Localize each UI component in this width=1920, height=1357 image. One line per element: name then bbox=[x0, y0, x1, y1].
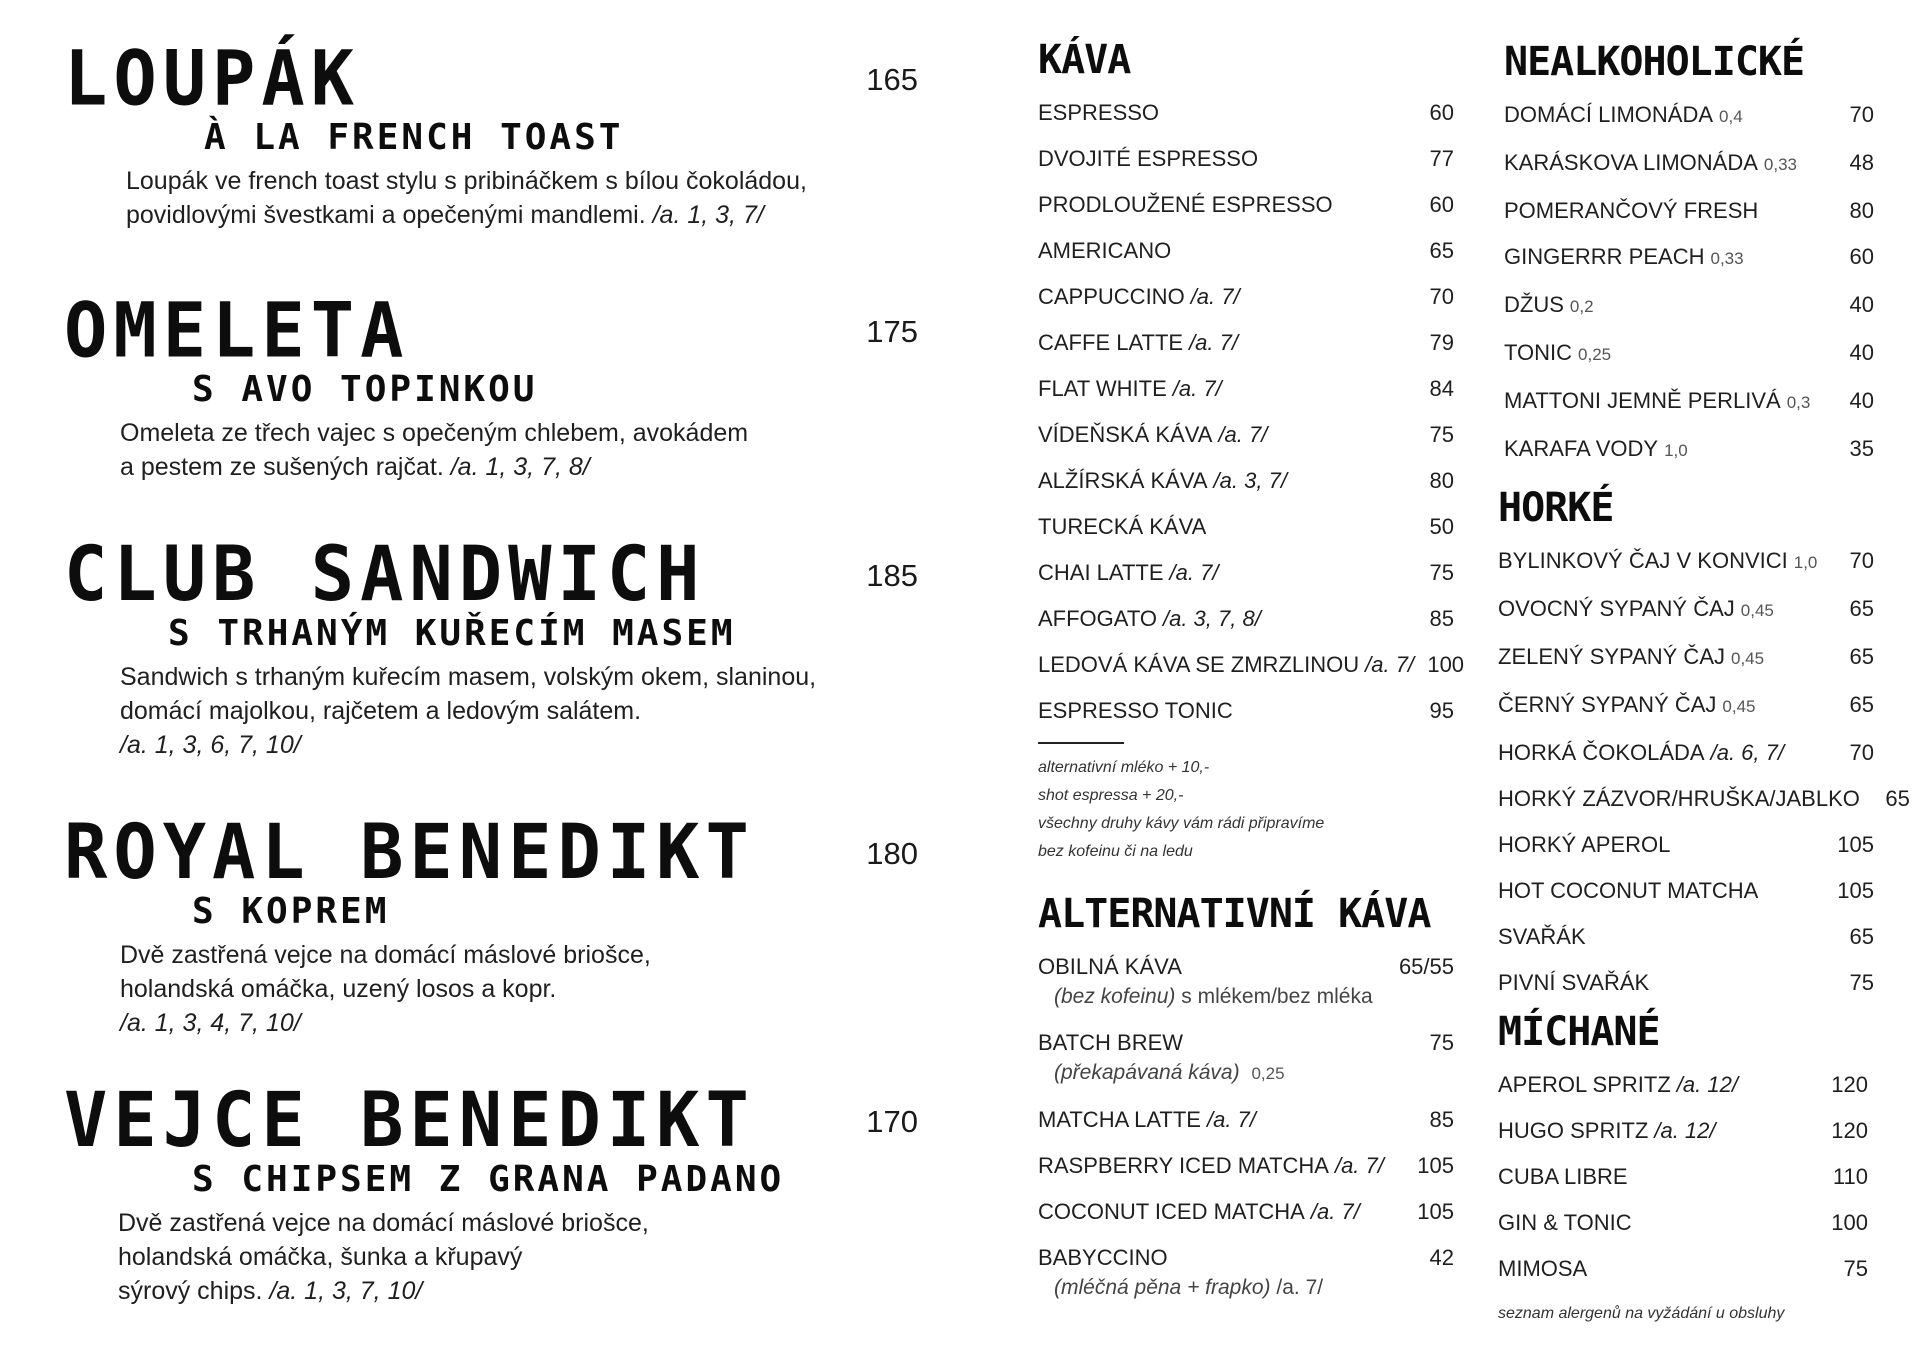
item-name: BATCH BREW bbox=[1038, 1030, 1184, 1055]
dish-description bbox=[64, 164, 894, 232]
menu-row bbox=[1038, 688, 1454, 734]
dish-description bbox=[64, 1206, 894, 1308]
item-name: ESPRESSO bbox=[1038, 100, 1160, 125]
item-name: ESPRESSO TONIC bbox=[1038, 698, 1233, 723]
item-price: 48 bbox=[1849, 150, 1874, 175]
item-allergen: /a. 3, 7/ bbox=[1213, 468, 1287, 493]
item-price: 77 bbox=[1429, 146, 1454, 171]
allergen-footnote: seznam alergenů na vyžádání u obsluhy bbox=[1498, 1305, 1785, 1322]
note-italic: (překapávaná káva) bbox=[1054, 1061, 1240, 1084]
item-price: 42 bbox=[1429, 1245, 1454, 1270]
note-italic: (bez kofeinu) bbox=[1054, 985, 1176, 1008]
item-allergen: /a. 7/ bbox=[1334, 1153, 1384, 1178]
allergen-info: /a. 1, 3, 7, 8/ bbox=[450, 453, 590, 481]
menu-row bbox=[1504, 426, 1874, 474]
dish-price: 185 bbox=[866, 558, 918, 593]
item-name: PIVNÍ SVAŘÁK bbox=[1498, 970, 1650, 995]
item-name: HUGO SPRITZ bbox=[1498, 1118, 1649, 1143]
item-name: PRODLOUŽENÉ ESPRESSO bbox=[1038, 192, 1333, 217]
desc-line: Loupák ve french toast stylu s pribináčkem s bílou čokoládou, bbox=[126, 167, 807, 195]
dish-price: 175 bbox=[866, 314, 918, 349]
dish-club-sandwich bbox=[64, 529, 918, 762]
item-name: POMERANČOVÝ FRESH bbox=[1504, 198, 1759, 223]
allergen-info: /a. 1, 3, 4, 7, 10/ bbox=[120, 1009, 301, 1037]
dish-description bbox=[64, 938, 894, 1040]
dish-title: VEJCE BENEDIKT bbox=[64, 1075, 755, 1165]
item-allergen: /a. 12/ bbox=[1654, 1118, 1716, 1143]
item-price: 60 bbox=[1849, 244, 1874, 269]
menu-row bbox=[1498, 1246, 1868, 1292]
menu-row bbox=[1498, 1108, 1868, 1154]
item-name: MIMOSA bbox=[1498, 1256, 1588, 1281]
item-price: 70 bbox=[1429, 284, 1454, 309]
menu-row bbox=[1504, 140, 1874, 188]
item-name: KARÁSKOVA LIMONÁDA bbox=[1504, 150, 1758, 175]
item-name: BABYCCINO bbox=[1038, 1245, 1168, 1270]
item-note bbox=[1038, 982, 1454, 1012]
item-name: HOT COCONUT MATCHA bbox=[1498, 878, 1759, 903]
item-volume: 0,2 bbox=[1569, 297, 1594, 316]
dish-royal-benedikt bbox=[64, 807, 918, 1040]
dish-title: CLUB SANDWICH bbox=[64, 529, 706, 619]
item-price: 65 bbox=[1849, 644, 1874, 669]
menu-row bbox=[1498, 586, 1874, 634]
note-line: bez kofeinu či na ledu bbox=[1038, 843, 1193, 860]
item-volume: 0,33 bbox=[1763, 155, 1797, 174]
menu-row bbox=[1038, 1189, 1454, 1235]
menu-row bbox=[1038, 274, 1454, 320]
menu-row bbox=[1504, 188, 1874, 234]
item-price: 105 bbox=[1837, 832, 1874, 857]
menu-row bbox=[1498, 634, 1874, 682]
item-volume: 0,3 bbox=[1786, 393, 1811, 412]
item-note bbox=[1038, 1273, 1454, 1303]
item-price: 79 bbox=[1429, 330, 1454, 355]
dish-subtitle: S TRHANÝM KUŘECÍM MASEM bbox=[168, 613, 736, 654]
item-name: LEDOVÁ KÁVA SE ZMRZLINOU bbox=[1038, 652, 1360, 677]
item-price: 75 bbox=[1849, 970, 1874, 995]
item-price: 65 bbox=[1849, 692, 1874, 717]
dish-title: ROYAL BENEDIKT bbox=[64, 807, 755, 897]
note-line: shot espressa + 20,- bbox=[1038, 787, 1184, 804]
dish-price: 165 bbox=[866, 62, 918, 97]
note-line: alternativní mléko + 10,- bbox=[1038, 759, 1210, 776]
item-price: 65 bbox=[1885, 786, 1910, 811]
item-volume: 0,25 bbox=[1251, 1064, 1285, 1083]
item-price: 84 bbox=[1429, 376, 1454, 401]
item-price: 85 bbox=[1429, 1107, 1454, 1132]
desc-line: Sandwich s trhaným kuřecím masem, volským okem, slaninou, bbox=[120, 663, 817, 691]
item-allergen: /a. 7/ bbox=[1206, 1107, 1256, 1132]
dish-price: 180 bbox=[866, 836, 918, 871]
item-price: 75 bbox=[1429, 1030, 1454, 1055]
dish-subtitle: S AVO TOPINKOU bbox=[192, 369, 538, 410]
dish-title: OMELETA bbox=[64, 285, 410, 375]
item-price: 65 bbox=[1429, 238, 1454, 263]
dish-price: 170 bbox=[866, 1104, 918, 1139]
item-name: KARAFA VODY bbox=[1504, 436, 1659, 461]
menu-row bbox=[1498, 730, 1874, 776]
item-price: 40 bbox=[1849, 388, 1874, 413]
item-allergen: /a. 3, 7, 8/ bbox=[1162, 606, 1261, 631]
note-text: /a. 7/ bbox=[1270, 1276, 1324, 1299]
alt-kava-section bbox=[1038, 890, 1454, 1311]
item-allergen: /a. 7/ bbox=[1172, 376, 1222, 401]
item-allergen: /a. 7/ bbox=[1169, 560, 1219, 585]
item-name: HORKÝ ZÁZVOR/HRUŠKA/JABLKO bbox=[1498, 786, 1860, 811]
item-volume: 0,4 bbox=[1719, 107, 1743, 126]
menu-row bbox=[1038, 596, 1454, 642]
menu-row bbox=[1038, 458, 1454, 504]
item-price: 80 bbox=[1849, 198, 1874, 223]
menu-row bbox=[1038, 642, 1465, 688]
divider bbox=[1038, 742, 1124, 744]
menu-row bbox=[1038, 1143, 1454, 1189]
item-volume: 0,45 bbox=[1740, 601, 1774, 620]
item-volume: 1,0 bbox=[1664, 441, 1688, 460]
michane-section bbox=[1498, 1008, 1868, 1328]
item-price: 75 bbox=[1429, 560, 1454, 585]
item-volume: 0,33 bbox=[1710, 249, 1744, 268]
dish-title: LOUPÁK bbox=[64, 33, 361, 123]
item-price: 95 bbox=[1429, 698, 1454, 723]
item-name: TURECKÁ KÁVA bbox=[1038, 514, 1207, 539]
dish-subtitle: S CHIPSEM Z GRANA PADANO bbox=[192, 1159, 785, 1200]
section-title-michane: MÍCHANÉ bbox=[1498, 1009, 1660, 1055]
dish-subtitle: À LA FRENCH TOAST bbox=[204, 117, 624, 158]
menu-row bbox=[1038, 1097, 1454, 1143]
menu-row bbox=[1498, 1062, 1868, 1108]
menu-row bbox=[1498, 538, 1874, 586]
item-price: 40 bbox=[1849, 292, 1874, 317]
item-price: 105 bbox=[1837, 878, 1874, 903]
item-price: 80 bbox=[1429, 468, 1454, 493]
item-name: APEROL SPRITZ bbox=[1498, 1072, 1671, 1097]
item-name: CAFFE LATTE bbox=[1038, 330, 1184, 355]
item-price: 40 bbox=[1849, 340, 1874, 365]
item-price: 60 bbox=[1429, 100, 1454, 125]
item-name: CHAI LATTE bbox=[1038, 560, 1164, 585]
note-line: všechny druhy kávy vám rádi připravíme bbox=[1038, 815, 1325, 832]
menu-row bbox=[1498, 1200, 1868, 1246]
horke-section bbox=[1498, 484, 1910, 1006]
item-price: 70 bbox=[1849, 548, 1874, 573]
item-price: 60 bbox=[1429, 192, 1454, 217]
item-name: DŽUS bbox=[1504, 292, 1564, 317]
item-name: HORKÁ ČOKOLÁDA bbox=[1498, 740, 1705, 765]
dish-description bbox=[64, 416, 894, 484]
item-name: CUBA LIBRE bbox=[1498, 1164, 1628, 1189]
item-price: 65 bbox=[1849, 596, 1874, 621]
kava-list bbox=[1038, 90, 1465, 734]
menu-row bbox=[1504, 330, 1874, 378]
allergen-info: /a. 1, 3, 7/ bbox=[652, 201, 764, 229]
item-name: MATCHA LATTE bbox=[1038, 1107, 1201, 1132]
nealko-section bbox=[1504, 38, 1874, 474]
menu-row bbox=[1038, 944, 1454, 1020]
menu-row bbox=[1038, 550, 1454, 596]
menu-row bbox=[1498, 682, 1874, 730]
item-price: 70 bbox=[1849, 102, 1874, 127]
item-price: 65/55 bbox=[1398, 954, 1454, 979]
item-name: CAPPUCCINO bbox=[1038, 284, 1185, 309]
item-allergen: /a. 6, 7/ bbox=[1710, 740, 1784, 765]
item-allergen: /a. 7/ bbox=[1365, 652, 1415, 677]
item-price: 85 bbox=[1429, 606, 1454, 631]
section-title-alt-kava: ALTERNATIVNÍ KÁVA bbox=[1038, 891, 1431, 937]
desc-text: a pestem ze sušených rajčat. bbox=[120, 453, 444, 481]
item-price: 35 bbox=[1849, 436, 1874, 461]
menu-row bbox=[1038, 504, 1454, 550]
menu-row bbox=[1498, 776, 1910, 822]
desc-line bbox=[126, 198, 894, 232]
item-note bbox=[1038, 1058, 1454, 1089]
section-title-horke: HORKÉ bbox=[1498, 485, 1614, 531]
item-price: 70 bbox=[1849, 740, 1874, 765]
menu-row bbox=[1498, 822, 1874, 868]
item-name: TONIC bbox=[1504, 340, 1573, 365]
desc-line: Dvě zastřená vejce na domácí máslové briošce, bbox=[120, 941, 651, 969]
dish-subtitle: S KOPREM bbox=[192, 891, 390, 932]
item-allergen: /a. 7/ bbox=[1218, 422, 1268, 447]
section-title-kava: KÁVA bbox=[1038, 37, 1131, 83]
menu-row bbox=[1498, 868, 1874, 914]
item-volume: 0,45 bbox=[1731, 649, 1765, 668]
item-allergen: /a. 7/ bbox=[1190, 284, 1240, 309]
menu-row bbox=[1038, 320, 1454, 366]
menu-row bbox=[1038, 228, 1454, 274]
item-price: 100 bbox=[1427, 652, 1465, 677]
desc-line: holandská omáčka, uzený losos a kopr. bbox=[120, 975, 557, 1003]
item-price: 105 bbox=[1417, 1153, 1454, 1178]
menu-row bbox=[1038, 1020, 1454, 1097]
desc-line: Dvě zastřená vejce na domácí máslové briošce, bbox=[118, 1209, 649, 1237]
item-name: OBILNÁ KÁVA bbox=[1038, 954, 1182, 979]
item-name: COCONUT ICED MATCHA bbox=[1038, 1199, 1305, 1224]
menu-row bbox=[1038, 1235, 1454, 1311]
item-price: 105 bbox=[1417, 1199, 1454, 1224]
menu-row bbox=[1038, 366, 1454, 412]
item-volume: 0,45 bbox=[1722, 697, 1756, 716]
item-name: GIN & TONIC bbox=[1498, 1210, 1632, 1235]
menu-row bbox=[1504, 234, 1874, 282]
kava-section bbox=[1038, 36, 1465, 866]
item-price: 120 bbox=[1831, 1118, 1868, 1143]
desc-line bbox=[120, 450, 894, 484]
item-name: SVAŘÁK bbox=[1498, 924, 1586, 949]
item-name: ALŽÍRSKÁ KÁVA bbox=[1038, 468, 1208, 493]
item-name: VÍDEŇSKÁ KÁVA bbox=[1038, 422, 1213, 447]
item-name: DOMÁCÍ LIMONÁDA bbox=[1504, 102, 1714, 127]
dish-loupak bbox=[64, 33, 918, 232]
item-name: DVOJITÉ ESPRESSO bbox=[1038, 146, 1259, 171]
item-volume: 1,0 bbox=[1793, 553, 1818, 572]
desc-line bbox=[118, 1274, 894, 1308]
item-price: 75 bbox=[1429, 422, 1454, 447]
menu-row bbox=[1498, 1154, 1868, 1200]
item-name: HORKÝ APEROL bbox=[1498, 832, 1671, 857]
dish-vejce-benedikt bbox=[64, 1075, 918, 1308]
desc-line: domácí majolkou, rajčetem a ledovým salátem. bbox=[120, 697, 642, 725]
item-price: 75 bbox=[1843, 1256, 1868, 1281]
desc-text: sýrový chips. bbox=[118, 1277, 263, 1305]
desc-line: holandská omáčka, šunka a křupavý bbox=[118, 1243, 523, 1271]
allergen-info: /a. 1, 3, 6, 7, 10/ bbox=[120, 731, 301, 759]
item-name: ZELENÝ SYPANÝ ČAJ bbox=[1498, 644, 1725, 669]
item-name: RASPBERRY ICED MATCHA bbox=[1038, 1153, 1329, 1178]
note-text: s mlékem/bez mléka bbox=[1175, 985, 1373, 1008]
item-name: OVOCNÝ SYPANÝ ČAJ bbox=[1498, 596, 1735, 621]
item-name: MATTONI JEMNĚ PERLIVÁ bbox=[1504, 388, 1781, 413]
item-name: AFFOGATO bbox=[1038, 606, 1157, 631]
desc-text: povidlovými švestkami a opečenými mandlemi. bbox=[126, 201, 646, 229]
item-price: 110 bbox=[1832, 1164, 1868, 1189]
menu-row bbox=[1038, 90, 1454, 136]
item-name: FLAT WHITE bbox=[1038, 376, 1167, 401]
dish-omeleta bbox=[64, 285, 918, 484]
menu-row bbox=[1038, 182, 1454, 228]
item-volume: 0,25 bbox=[1578, 345, 1612, 364]
menu-row bbox=[1038, 136, 1454, 182]
menu-row bbox=[1504, 378, 1874, 426]
menu-row bbox=[1504, 282, 1874, 330]
menu-row bbox=[1498, 914, 1874, 960]
kava-notes bbox=[1038, 754, 1454, 866]
item-name: AMERICANO bbox=[1038, 238, 1172, 263]
item-name: ČERNÝ SYPANÝ ČAJ bbox=[1498, 692, 1717, 717]
item-name: GINGERRR PEACH bbox=[1504, 244, 1705, 269]
menu-row bbox=[1504, 92, 1874, 140]
item-price: 50 bbox=[1429, 514, 1454, 539]
section-title-nealko: NEALKOHOLICKÉ bbox=[1504, 39, 1805, 85]
allergen-info: /a. 1, 3, 7, 10/ bbox=[269, 1277, 423, 1305]
item-allergen: /a. 7/ bbox=[1310, 1199, 1360, 1224]
item-allergen: /a. 7/ bbox=[1189, 330, 1238, 355]
desc-line: Omeleta ze třech vajec s opečeným chlebem, avokádem bbox=[120, 419, 749, 447]
menu-row bbox=[1038, 412, 1454, 458]
item-price: 100 bbox=[1831, 1210, 1868, 1235]
item-allergen: /a. 12/ bbox=[1676, 1072, 1738, 1097]
menu-row bbox=[1498, 960, 1874, 1006]
item-name: BYLINKOVÝ ČAJ V KONVICI bbox=[1498, 548, 1788, 573]
item-price: 65 bbox=[1849, 924, 1874, 949]
note-italic: (mléčná pěna + frapko) bbox=[1054, 1276, 1271, 1299]
item-price: 120 bbox=[1831, 1072, 1868, 1097]
dish-description bbox=[64, 660, 894, 762]
